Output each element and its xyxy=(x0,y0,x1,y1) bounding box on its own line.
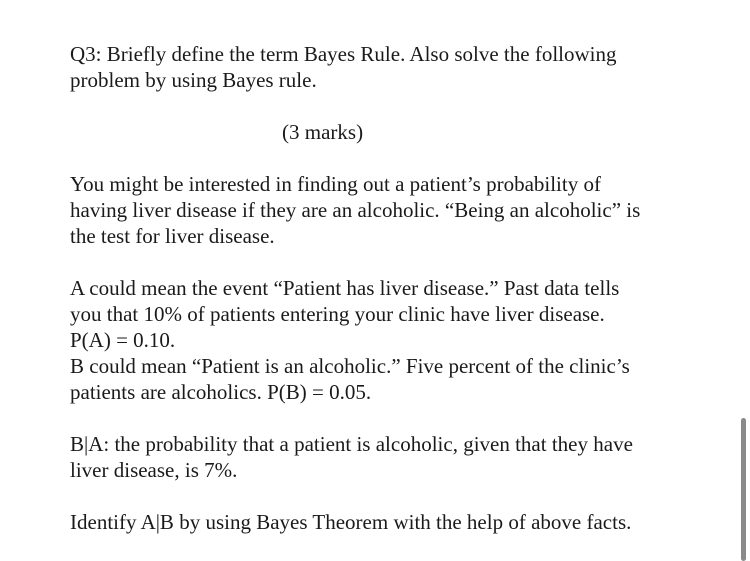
event-b-line-1: B could mean “Patient is an alcoholic.” Five percent of the clinic’s xyxy=(70,354,630,378)
marks-label: (3 marks) xyxy=(282,120,364,144)
event-a-line-2: you that 10% of patients entering your clinic have liver disease. xyxy=(70,302,605,326)
intro-line-1: You might be interested in finding out a patient’s probability of xyxy=(70,172,601,196)
question-title-line-1: Q3: Briefly define the term Bayes Rule. Also solve the following xyxy=(70,42,617,66)
event-a-line-1: A could mean the event “Patient has liver disease.” Past data tells xyxy=(70,276,620,300)
vertical-scrollbar[interactable] xyxy=(741,418,746,561)
event-b-line-2: patients are alcoholics. P(B) = 0.05. xyxy=(70,380,372,404)
conditional-line-1: B|A: the probability that a patient is alcoholic, given that they have xyxy=(70,432,633,456)
intro-line-3: the test for liver disease. xyxy=(70,224,275,248)
question-title-line-2: problem by using Bayes rule. xyxy=(70,68,317,92)
event-a-line-3: P(A) = 0.10. xyxy=(70,328,176,352)
conditional-line-2: liver disease, is 7%. xyxy=(70,458,238,482)
intro-line-2: having liver disease if they are an alcoholic. “Being an alcoholic” is xyxy=(70,198,641,222)
task-line: Identify A|B by using Bayes Theorem with the help of above facts. xyxy=(70,510,632,534)
